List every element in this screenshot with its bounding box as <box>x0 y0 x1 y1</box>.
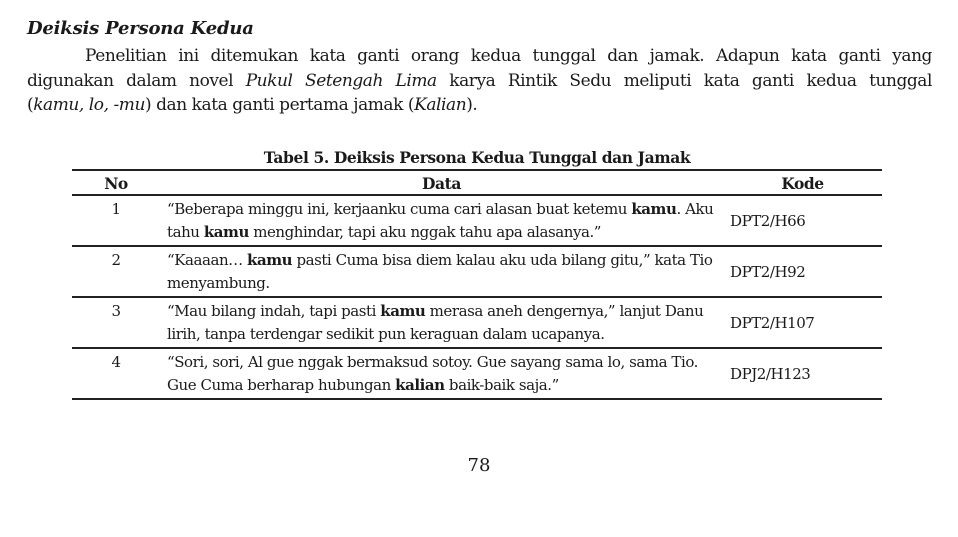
row-code: DPT2/H107 <box>723 297 882 348</box>
quote-text: “Kaaaan… <box>167 251 248 269</box>
row-data <box>160 246 723 297</box>
pronoun-bold: kamu <box>203 223 249 241</box>
pronoun-bold: kamu <box>380 302 426 320</box>
paragraph-text: digunakan dalam novel <box>27 70 246 91</box>
pronoun-plural: Kalian <box>414 95 467 115</box>
row-number: 4 <box>72 348 160 399</box>
paragraph-text: ( <box>27 95 34 115</box>
deixis-table <box>72 169 882 400</box>
pronoun-bold: kalian <box>395 376 445 394</box>
pronoun-list: kamu, lo, -mu <box>33 95 145 115</box>
row-data <box>160 348 723 399</box>
row-code: DPJ2/H123 <box>723 348 882 399</box>
novel-title: Pukul Setengah Lima <box>245 70 437 91</box>
body-paragraph <box>27 44 932 118</box>
row-data <box>160 195 723 246</box>
table-row <box>72 297 882 348</box>
table-row <box>72 195 882 246</box>
page-number: 78 <box>467 455 491 476</box>
quote-text: “Mau bilang indah, tapi pasti <box>167 302 381 320</box>
section-heading: Deiksis Persona Kedua <box>27 18 254 39</box>
paragraph-text: Penelitian ini ditemukan kata ganti orang kedua tunggal dan jamak. Adapun kata ganti yang <box>85 46 932 66</box>
quote-text: “Sori, sori, Al gue nggak bermaksud sotoy. Gue sayang sama lo, sama Tio. Gue Cuma berharap hubungan <box>167 353 698 394</box>
row-data <box>160 297 723 348</box>
row-number: 2 <box>72 246 160 297</box>
row-number: 3 <box>72 297 160 348</box>
row-code: DPT2/H92 <box>723 246 882 297</box>
paragraph-text: ). <box>466 95 478 115</box>
quote-text: “Beberapa minggu ini, kerjaanku cuma cari alasan buat ketemu <box>167 200 632 218</box>
quote-text: baik-baik saja.” <box>444 376 559 394</box>
quote-text: pasti Cuma bisa diem kalau aku uda bilang gitu,” kata Tio menyambung. <box>167 251 713 292</box>
row-number: 1 <box>72 195 160 246</box>
quote-text: menghindar, tapi aku nggak tahu apa alasanya.” <box>248 223 602 241</box>
table-header-row <box>72 170 882 195</box>
paragraph-text: karya Rintik Sedu meliputi kata ganti kedua tunggal <box>436 70 932 91</box>
paragraph-text: ) dan kata ganti pertama jamak ( <box>144 95 415 115</box>
quote-text: . Aku tahu <box>167 200 714 241</box>
header-no: No <box>72 170 160 195</box>
header-data: Data <box>160 170 723 195</box>
pronoun-bold: kamu <box>247 251 293 269</box>
table-caption: Tabel 5. Deiksis Persona Kedua Tunggal dan Jamak <box>263 148 691 167</box>
quote-text: merasa aneh dengernya,” lanjut Danu lirih, tanpa terdengar sedikit pun keraguan dalam ucapanya. <box>167 302 704 343</box>
header-kode: Kode <box>723 170 882 195</box>
table-row <box>72 246 882 297</box>
paragraph-line-3 <box>27 93 932 118</box>
paragraph-line-2 <box>27 69 932 94</box>
table-row <box>72 348 882 399</box>
row-code: DPT2/H66 <box>723 195 882 246</box>
paragraph-line-1 <box>27 44 932 69</box>
pronoun-bold: kamu <box>631 200 677 218</box>
